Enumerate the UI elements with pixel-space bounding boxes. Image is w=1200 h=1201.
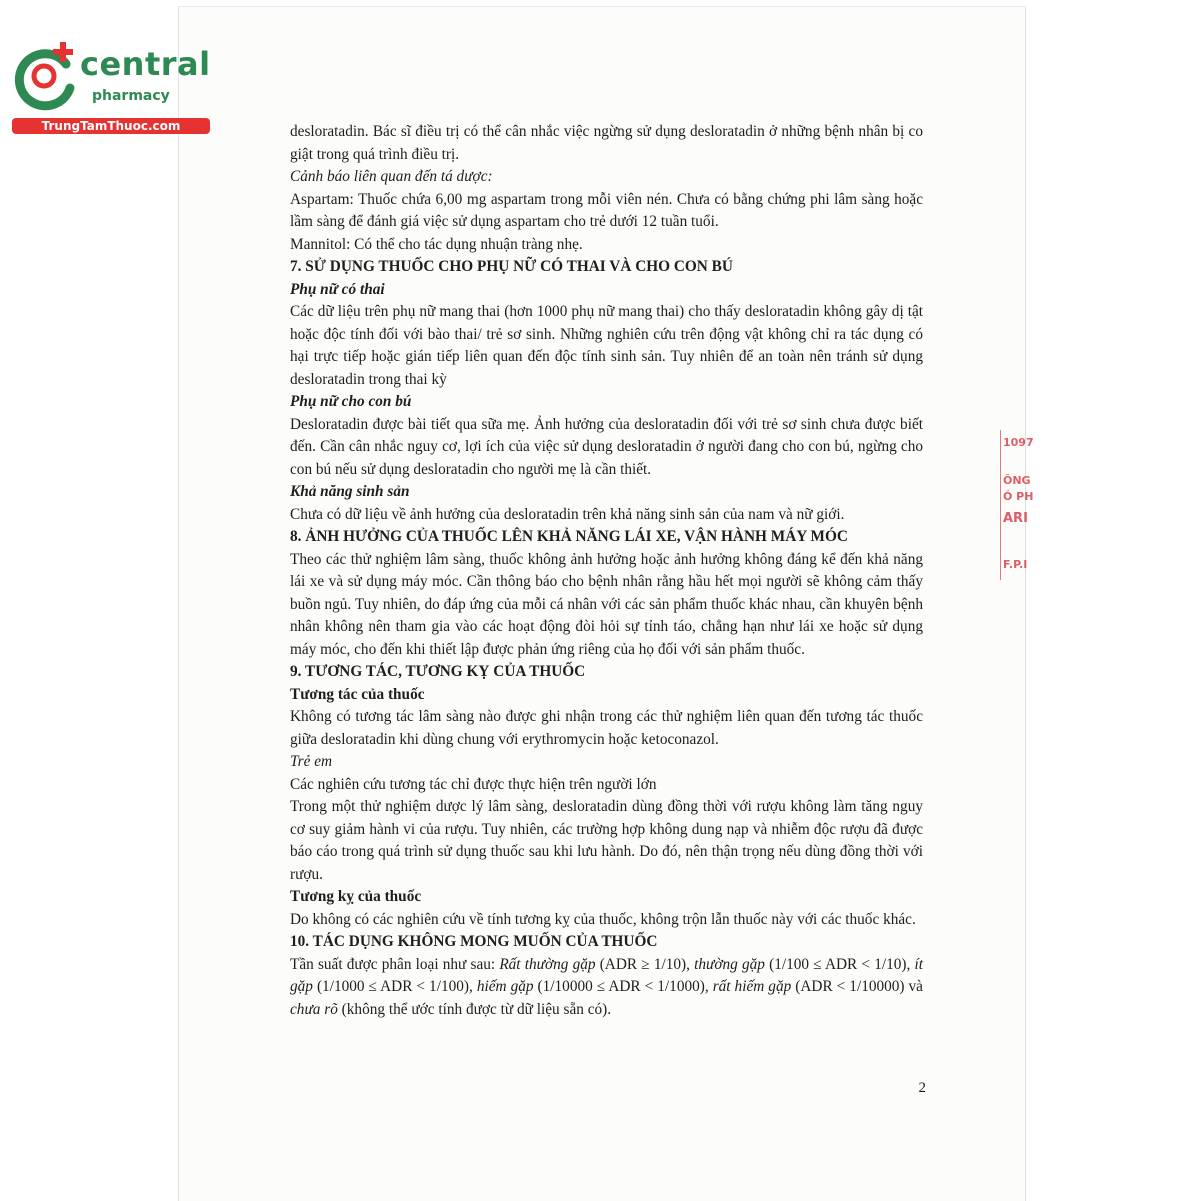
italic-subheading: Cảnh báo liên quan đến tá dược: [290,168,493,185]
stamp-border [1000,430,1001,580]
paragraph: Do không có các nghiên cứu về tính tương kỵ của thuốc, không trộn lẫn thuốc này với các thuốc khác. [290,910,916,928]
paragraph: Trong một thử nghiệm dược lý lâm sàng, desloratadin dùng đồng thời với rượu không làm tăng nguy cơ suy giảm hành vi của rượu. Tuy nhiên, các trường hợp không dung nạp và nhiễm độc rượu đã được báo cáo trong quá trình sử dụng thuốc sau khi lưu hành. Do đó, nên thận trọng nếu dùng đồng thời với rượu. [290,798,923,883]
freq-term: Rất thường gặp [499,955,596,973]
stamp-text: F.P.I [1003,558,1028,571]
stamp-text: ARI [1003,511,1028,526]
paragraph: Các dữ liệu trên phụ nữ mang thai (hơn 1000 phụ nữ mang thai) cho thấy desloratadin không gây dị tật hoặc độc tính đối với bào thai/ trẻ sơ sinh. Những nghiên cứu trên động vật không chỉ ra tác dụng có hại trực tiếp hoặc gián tiếp liên quan đến độc tính sinh sản. Tuy nhiên để an toàn nên tránh sử dụng desloratadin trong thai kỳ [290,303,923,388]
section-heading: 10. TÁC DỤNG KHÔNG MONG MUỐN CỦA THUỐC [290,933,658,950]
freq-text: (1/10000 ≤ ADR < 1/1000), [533,978,713,995]
freq-term: ít gặp [290,955,923,995]
freq-text: (1/100 ≤ ADR < 1/10), [764,955,915,973]
freq-text: (1/1000 ≤ ADR < 1/100), [312,978,477,995]
freq-text: (không thể ước tính được từ dữ liệu sẵn có). [337,1000,612,1018]
paragraph: Không có tương tác lâm sàng nào được ghi nhận trong các thử nghiệm liên quan đến tương tác thuốc giữa desloratadin khi dùng chung với erythromycin hoặc ketoconazol. [290,708,923,748]
pharmacy-cross-icon [8,36,88,116]
freq-term: chưa rõ [290,1000,338,1018]
paragraph: Aspartam: Thuốc chứa 6,00 mg aspartam trong mỗi viên nén. Chưa có bằng chứng phi lâm sàng hoặc lầm sàng để đánh giá việc sử dụng aspartam cho trẻ dưới 12 tuần tuổi. [290,190,923,230]
freq-term: thường gặp [694,955,765,973]
section-heading: 9. TƯƠNG TÁC, TƯƠNG KỴ CỦA THUỐC [290,663,586,680]
brand-name: central [80,45,211,83]
paragraph: Desloratadin được bài tiết qua sữa mẹ. Ảnh hưởng của desloratadin đối với trẻ sơ sinh chưa được biết đến. Cần cân nhắc nguy cơ, lợi ích của việc sử dụng desloratadin ở người đang cho con bú, ngừng cho con bú nếu sử dụng desloratadin cho người mẹ là cần thiết. [290,415,923,478]
paragraph: desloratadin. Bác sĩ điều trị có thể cân nhắc việc ngừng sử dụng desloratadin ở những bệnh nhân bị co giật trong quá trình điều trị. [290,123,923,163]
section-heading: 7. SỬ DỤNG THUỐC CHO PHỤ NỮ CÓ THAI VÀ CHO CON BÚ [290,258,733,275]
subheading: Phụ nữ cho con bú [290,393,412,410]
brand-url: TrungTamThuoc.com [12,118,210,134]
document-body [290,121,923,1021]
stamp-text: ÔNG [1003,474,1031,487]
subheading: Tương kỵ của thuốc [290,888,422,905]
stamp-text: Ó PH [1003,490,1034,503]
paragraph: Chưa có dữ liệu về ảnh hưởng của desloratadin trên khả năng sinh sản của nam và nữ giới. [290,505,845,523]
subheading: Phụ nữ có thai [290,280,385,298]
page-number: 2 [918,1080,926,1096]
freq-term: rất hiếm gặp [712,978,792,995]
section-heading: 8. ẢNH HƯỞNG CỦA THUỐC LÊN KHẢ NĂNG LÁI XE, VẬN HÀNH MÁY MÓC [290,528,848,545]
stamp-text: 1097 [1003,436,1034,449]
paragraph: Mannitol: Có thể cho tác dụng nhuận tràng nhẹ. [290,235,583,253]
freq-term: hiếm gặp [476,978,534,995]
paragraph: Các nghiên cứu tương tác chỉ được thực hiện trên người lớn [290,775,657,793]
subheading: Khả năng sinh sản [290,483,410,500]
freq-text: Tần suất được phân loại như sau: [290,955,500,973]
freq-text: (ADR ≥ 1/10), [595,955,695,973]
subheading: Tương tác của thuốc [290,685,425,703]
brand-sub: pharmacy [92,88,170,104]
paragraph: Theo các thử nghiệm lâm sàng, thuốc không ảnh hưởng hoặc ảnh hưởng không đáng kể đến khả năng lái xe và sử dụng máy móc. Cần thông báo cho bệnh nhân rằng hầu hết mọi người sẽ không cảm thấy buồn ngủ. Tuy nhiên, do đáp ứng của mỗi cá nhân với các sản phẩm thuốc khác nhau, cần khuyên bệnh nhân không nên tham gia vào các hoạt động đòi hỏi sự tỉnh táo, chẳng hạn như lái xe hoặc sử dụng máy móc, cho đến khi thiết lập được phản ứng riêng của họ đối với sản phẩm thuốc. [290,550,923,658]
freq-text: (ADR < 1/10000) và [791,978,923,995]
italic-subheading: Trẻ em [290,753,333,770]
frequency-paragraph [290,954,923,1022]
